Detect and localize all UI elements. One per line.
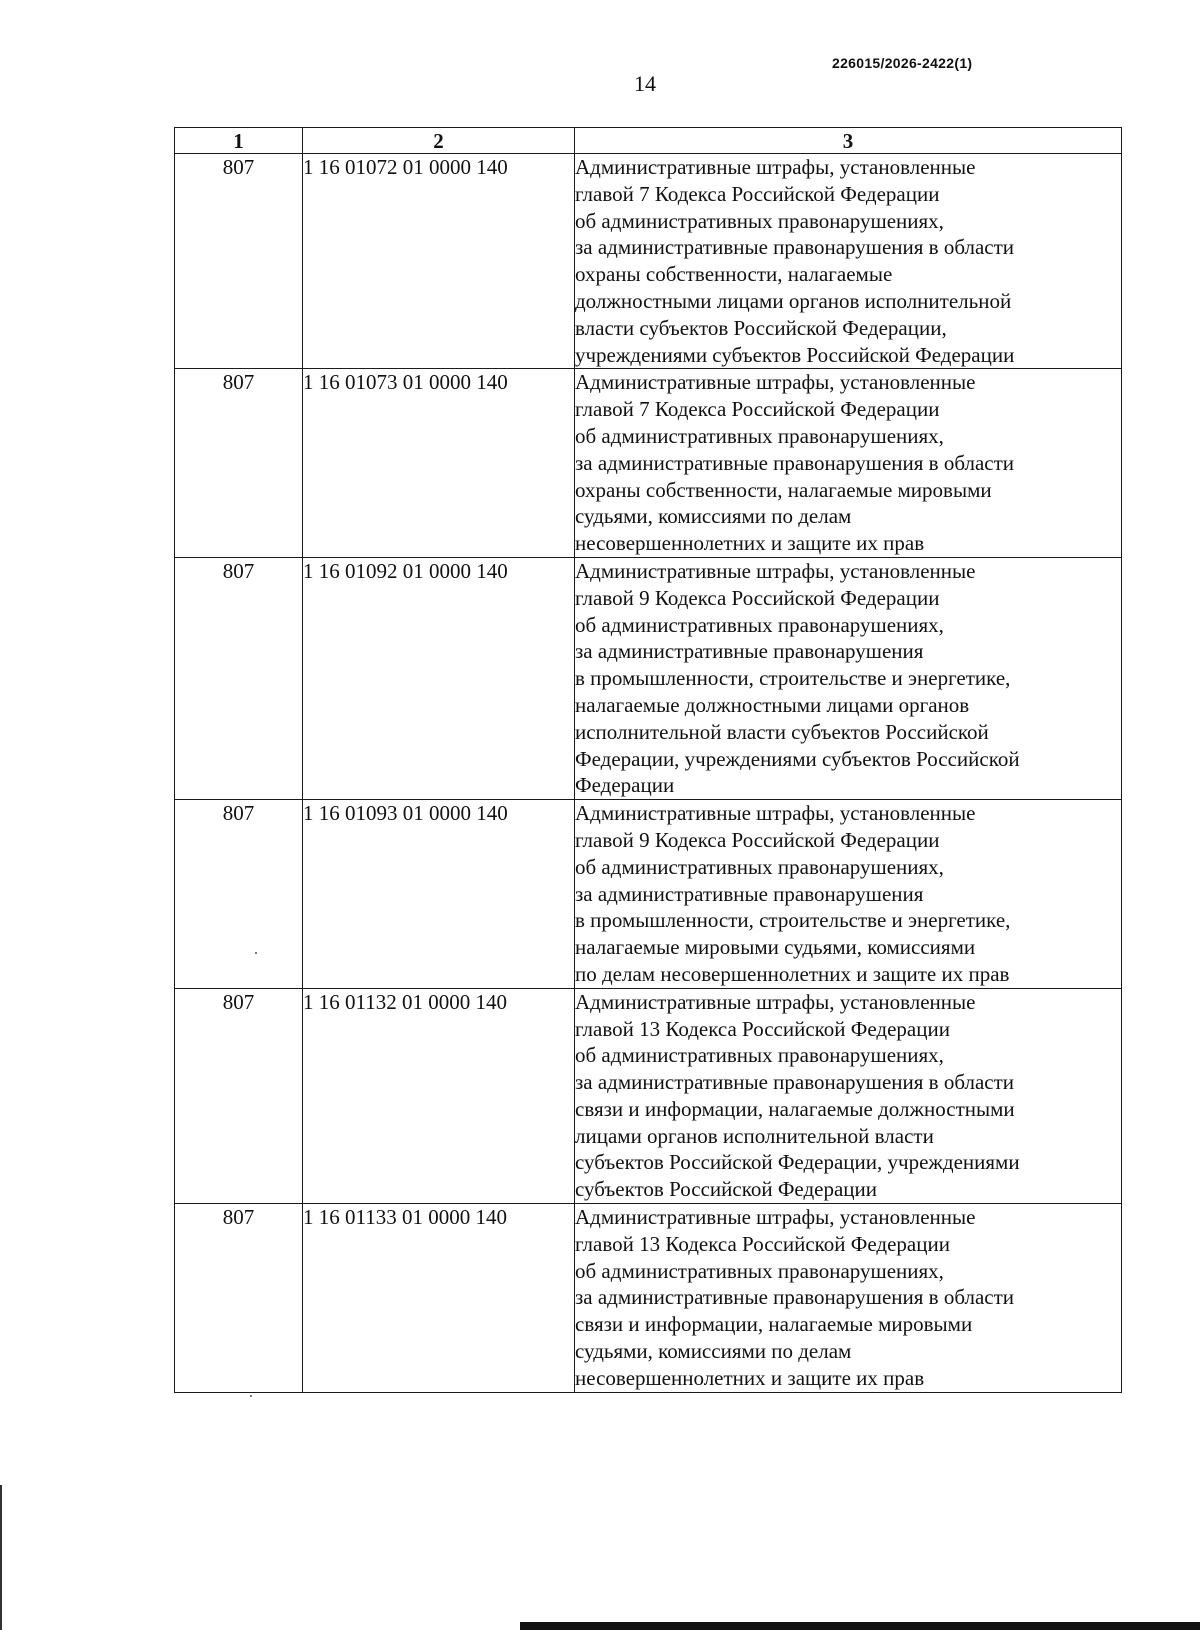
table-header-row: [175, 128, 1122, 154]
revenue-description-cell: [575, 988, 1122, 1203]
description-line: главой 13 Кодекса Российской Федерации: [575, 1016, 950, 1041]
description-line: об административных правонарушениях,: [575, 208, 944, 233]
description-line: Административные штрафы, установленные: [575, 801, 976, 826]
description-line: главой 9 Кодекса Российской Федерации: [575, 827, 940, 852]
description-line: Административные штрафы, установленные: [575, 155, 976, 179]
scan-speck: [250, 1395, 252, 1397]
description-line: учреждениями субъектов Российской Федерации: [575, 342, 1015, 367]
description-line: должностными лицами органов исполнительной: [575, 288, 1012, 313]
description-line: субъектов Российской Федерации: [575, 1177, 878, 1202]
description-line: об административных правонарушениях,: [575, 854, 944, 879]
description-line: главой 13 Кодекса Российской Федерации: [575, 1231, 950, 1256]
budget-classification-code-cell: 1 16 01073 01 0000 140: [303, 369, 575, 558]
description-line: за административные правонарушения: [575, 639, 924, 664]
table-row: [175, 557, 1122, 799]
description-line: за административные правонарушения в области: [575, 235, 1015, 260]
scan-speck: [255, 952, 257, 954]
table-row: [175, 1204, 1122, 1393]
description-line: Федерации, учреждениями субъектов Российской: [575, 746, 1020, 771]
description-line: судьями, комиссиями по делам: [575, 504, 852, 529]
description-line: за административные правонарушения: [575, 881, 924, 906]
description-line: об административных правонарушениях,: [575, 423, 944, 448]
description-line: главой 9 Кодекса Российской Федерации: [575, 585, 940, 610]
description-line: налагаемые должностными лицами органов: [575, 692, 970, 717]
revenue-description-cell: [575, 154, 1122, 369]
scan-edge-mark: [0, 1485, 2, 1630]
description-line: за административные правонарушения в области: [575, 1285, 1015, 1310]
revenue-description-cell: [575, 557, 1122, 799]
description-line: Административные штрафы, установленные: [575, 370, 976, 395]
description-line: исполнительной власти субъектов Российской: [575, 719, 989, 744]
table-row: [175, 154, 1122, 369]
description-line: в промышленности, строительстве и энергетике,: [575, 666, 1011, 691]
description-line: субъектов Российской Федерации, учреждениями: [575, 1150, 1020, 1175]
administrator-code-cell: 807: [175, 800, 303, 989]
description-line: охраны собственности, налагаемые: [575, 262, 893, 287]
table-row: [175, 800, 1122, 989]
description-line: охраны собственности, налагаемые мировыми: [575, 477, 992, 502]
description-line: связи и информации, налагаемые мировыми: [575, 1312, 973, 1337]
document-registration-number: 226015/2026-2422(1): [832, 55, 973, 71]
description-line: Административные штрафы, установленные: [575, 1205, 976, 1230]
budget-classification-code-cell: 1 16 01133 01 0000 140: [303, 1204, 575, 1393]
description-line: об административных правонарушениях,: [575, 1258, 944, 1283]
administrator-code-cell: 807: [175, 557, 303, 799]
column-header-2: 2: [303, 128, 575, 154]
revenue-description-cell: [575, 369, 1122, 558]
budget-classification-code-cell: 1 16 01093 01 0000 140: [303, 800, 575, 989]
description-line: главой 7 Кодекса Российской Федерации: [575, 181, 940, 206]
revenue-description-cell: [575, 800, 1122, 989]
column-header-1: 1: [175, 128, 303, 154]
table-body: [175, 154, 1122, 1393]
budget-classification-code-cell: 1 16 01092 01 0000 140: [303, 557, 575, 799]
budget-codes-table: [174, 127, 1122, 1393]
table-row: [175, 369, 1122, 558]
table-row: [175, 988, 1122, 1203]
administrator-code-cell: 807: [175, 1204, 303, 1393]
description-line: судьями, комиссиями по делам: [575, 1339, 852, 1364]
description-line: несовершеннолетних и защите их прав: [575, 531, 925, 556]
administrator-code-cell: 807: [175, 988, 303, 1203]
table-header: [175, 128, 1122, 154]
description-line: связи и информации, налагаемые должностными: [575, 1096, 1015, 1121]
description-line: Административные штрафы, установленные: [575, 558, 976, 583]
description-line: лицами органов исполнительной власти: [575, 1123, 934, 1148]
description-line: в промышленности, строительстве и энергетике,: [575, 908, 1011, 933]
page-number: 14: [634, 71, 656, 96]
revenue-description-cell: [575, 1204, 1122, 1393]
description-line: за административные правонарушения в области: [575, 450, 1015, 475]
description-line: Федерации: [575, 773, 675, 798]
description-line: Административные штрафы, установленные: [575, 989, 976, 1014]
description-line: налагаемые мировыми судьями, комиссиями: [575, 935, 976, 960]
administrator-code-cell: 807: [175, 369, 303, 558]
scan-bottom-bar: [520, 1622, 1200, 1630]
description-line: по делам несовершеннолетних и защите их прав: [575, 961, 1010, 986]
budget-classification-code-cell: 1 16 01132 01 0000 140: [303, 988, 575, 1203]
description-line: несовершеннолетних и защите их прав: [575, 1365, 925, 1390]
column-header-3: 3: [575, 128, 1122, 154]
administrator-code-cell: 807: [175, 154, 303, 369]
description-line: за административные правонарушения в области: [575, 1070, 1015, 1095]
description-line: об административных правонарушениях,: [575, 1043, 944, 1068]
description-line: об административных правонарушениях,: [575, 612, 944, 637]
description-line: власти субъектов Российской Федерации,: [575, 315, 947, 340]
description-line: главой 7 Кодекса Российской Федерации: [575, 397, 940, 422]
budget-classification-code-cell: 1 16 01072 01 0000 140: [303, 154, 575, 369]
